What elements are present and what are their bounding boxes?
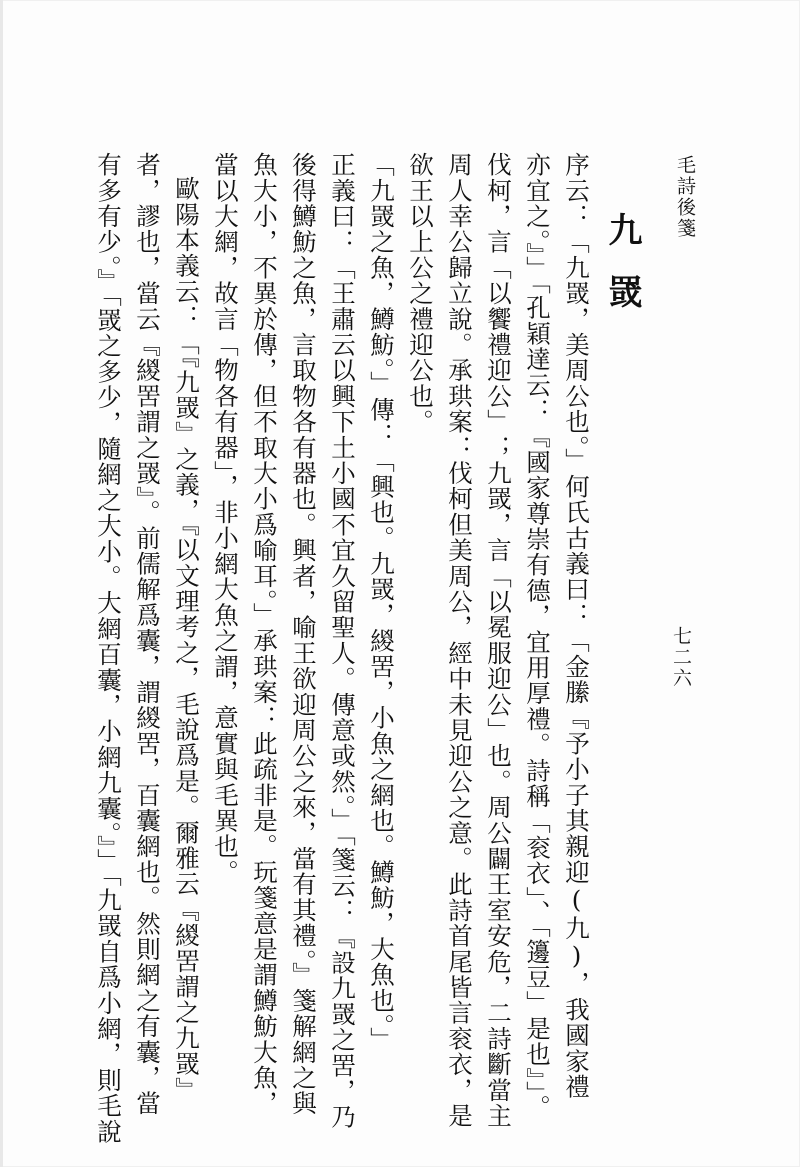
text-column-8: 後得鱒魴之魚，言取物各有器也。興者，喻王欲迎周公之來，當有其禮。』箋解網之與 <box>289 152 318 1117</box>
main-text <box>76 152 596 1145</box>
text-column-5: 欲王以上公之禮迎公也。 <box>406 152 435 435</box>
text-column-7: 正義曰：「王肅云以興下土小國不宜久留聖人。傳意或然。」「箋云：『設九罭之罟，乃 <box>328 152 357 1130</box>
text-column-4: 周人幸公歸立說。承珙案：伐柯但美周公，經中未見迎公之意。此詩首尾皆言衮衣，是 <box>445 152 474 1129</box>
text-column-6: 「九罭之魚，鱒魴。」傳：「興也。九罭，緵罟，小魚之網也。鱒魴，大魚也。」 <box>367 152 396 1053</box>
chapter-title: 九罭 <box>602 212 642 336</box>
text-column-1: 序云：「九罭，美周公也。」何氏古義曰：「金縢『予小子其親迎(九)，我國家禮 <box>562 152 591 1100</box>
text-column-10: 當以大網，故言「物各有器」，非小網大魚之謂，意實與毛異也。 <box>211 152 240 886</box>
running-title: 毛詩後箋 <box>674 155 696 239</box>
text-column-11: 歐陽本義云：「『九罭』之義，『以文理考之，毛說爲是。爾雅云『緵罟謂之九罭』 <box>172 176 201 1103</box>
page-edge <box>0 0 3 1167</box>
text-column-12: 者，謬也，當云『緵罟謂之罭』。前儒解爲囊，謂緵罟，百囊網也。然則網之有囊，當 <box>133 152 162 1117</box>
text-column-2: 亦宜之。』」「孔穎達云：『國家尊崇有德，宜用厚禮。詩稱「衮衣」、「籩豆」是也』」。 <box>523 152 552 1120</box>
text-column-13: 有多有少。』「罭之多少，隨網之大小。大網百囊，小網九囊。』」「九罭自爲小網，則毛說 <box>94 152 123 1145</box>
text-column-3: 伐柯，言「以饗禮迎公」；九罭，言「以冕服迎公」也。周公闢王室安危，二詩斷當主 <box>484 152 513 1129</box>
text-column-9: 魚大小，不異於傳，但不取大小爲喻耳。」承珙案：此疏非是。玩箋意是謂鱒魴大魚， <box>250 152 279 1117</box>
page-number: 七二六 <box>670 626 692 689</box>
